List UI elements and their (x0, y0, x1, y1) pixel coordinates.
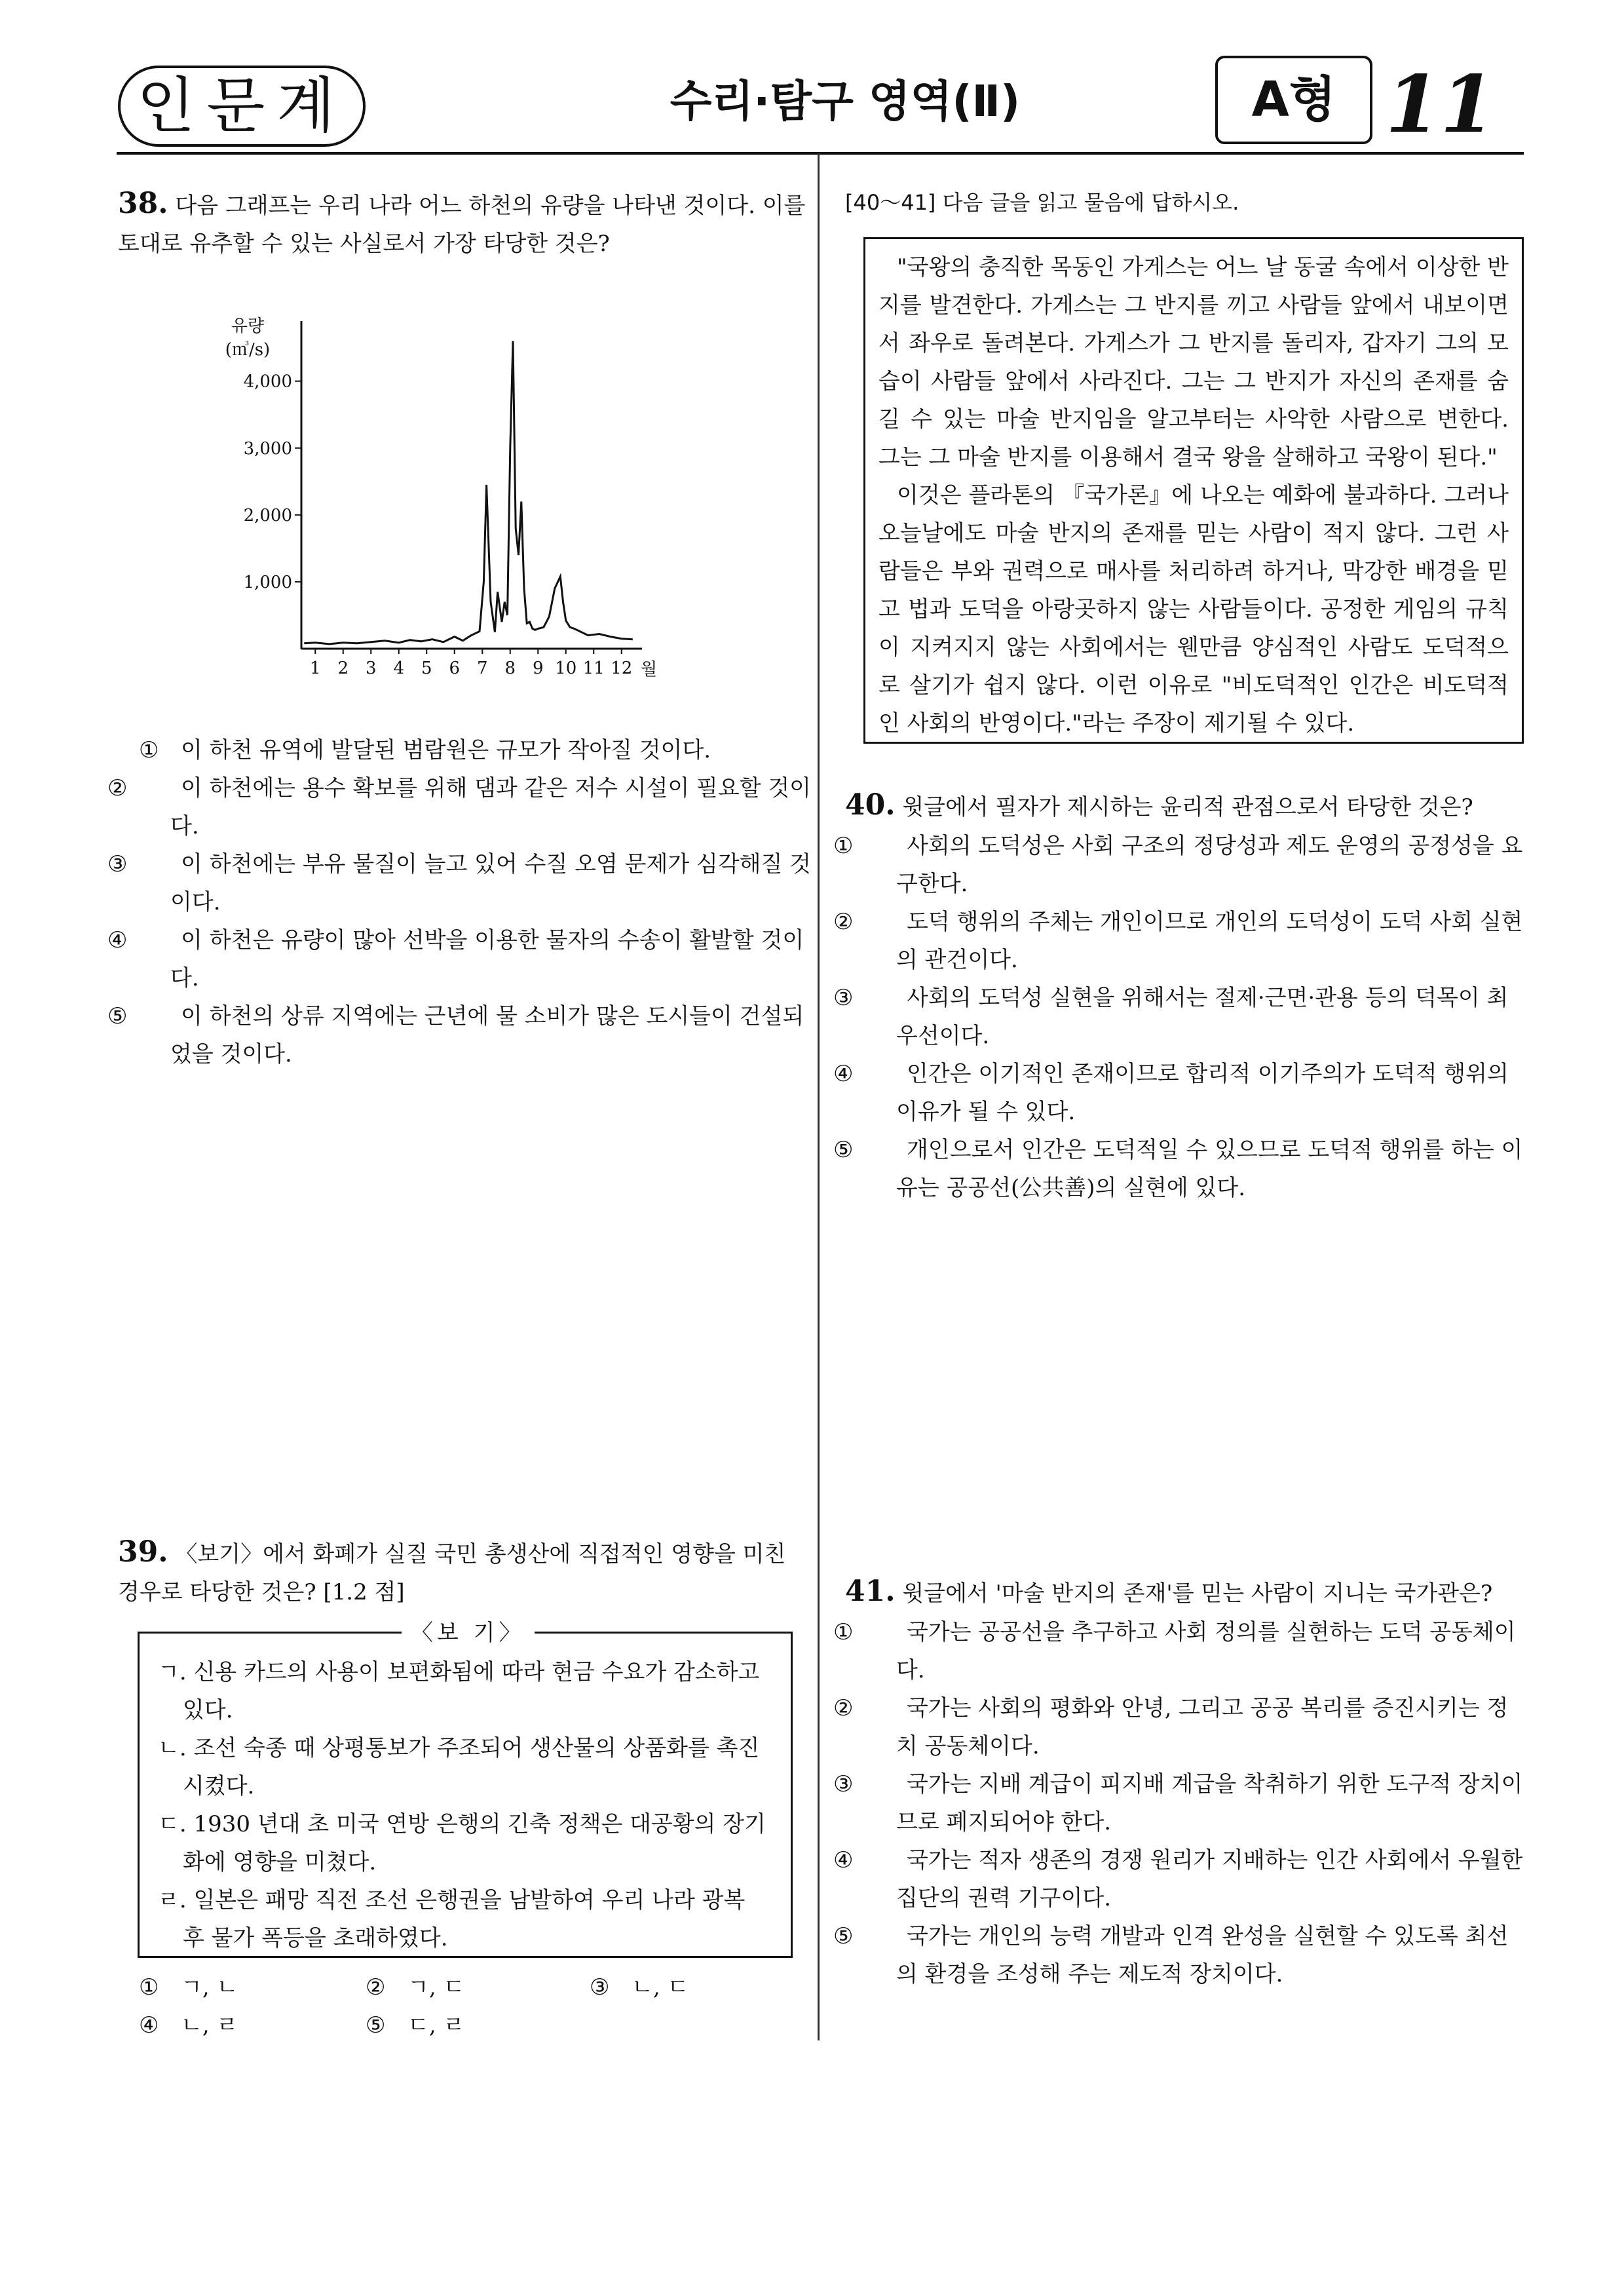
q38-number: 38. (118, 187, 168, 220)
bogi-item-4: ㄹ. 일본은 패망 직전 조선 은행권을 남발하여 우리 나라 광복 후 물가 폭등을 초래하였다. (158, 1887, 746, 1951)
x-tick-label: 5 (421, 659, 432, 678)
section-title: 수리·탐구 영역(Ⅱ) (670, 76, 1021, 126)
option-text: 이 하천에는 부유 물질이 늘고 있어 수질 오염 문제가 심각해질 것이다. (170, 851, 812, 915)
option-mark: ④ (139, 2012, 159, 2038)
chart-x-label: 월 (641, 660, 658, 679)
passage-paragraph-1: "국왕의 충직한 목동인 가게스는 어느 날 동굴 속에서 이상한 반지를 발견한다. 가게스는 그 반지를 끼고 사람들 앞에서 내보이면서 좌우로 돌려본다. 가게스가 그 반지를 돌리자, 갑자기 그의 모습이 사람들 앞에서 사라진다. 그는 그 반지가 자신의 존재를 숨길 수 있는 마술 반지임을 알고부터는 사악한 사람으로 변한다. 그는 그 마술 반지를 이용해서 결국 왕을 살해하고 국왕이 된다." (878, 254, 1509, 470)
option-mark: ③ (833, 1771, 854, 1797)
option-text: 국가는 개인의 능력 개발과 인격 완성을 실현할 수 있도록 최선의 환경을 조성해 주는 제도적 장치이다. (896, 1923, 1509, 1987)
option-text: ㄱ, ㄴ (181, 1974, 238, 2000)
option-text: ㄴ, ㄷ (632, 1974, 689, 2000)
option-text: ㄱ, ㄷ (407, 1974, 465, 2000)
q39-answer-2[interactable] (366, 1968, 464, 2006)
q39-answer-4[interactable] (139, 2006, 238, 2044)
option-mark: ⑤ (107, 1003, 128, 1029)
bogi-item-1: ㄱ. 신용 카드의 사용이 보편화됨에 따라 현금 수요가 감소하고 있다. (158, 1659, 760, 1723)
option-text: 개인으로서 인간은 도덕적일 수 있으므로 도덕적 행위를 하는 이유는 공공선(公共善)의 실현에 있다. (896, 1137, 1523, 1201)
x-tick-label: 6 (449, 659, 461, 678)
bogi-item-2: ㄴ. 조선 숙종 때 상평통보가 주조되어 생산물의 상품화를 촉진시켰다. (158, 1735, 760, 1799)
passage-instruction: [40～41] 다음 글을 읽고 물음에 답하시오. (845, 190, 1239, 215)
option-mark: ① (833, 1619, 854, 1645)
chart-y-label: 유량 (231, 316, 265, 336)
option-mark: ⑤ (833, 1923, 854, 1949)
option-text: 사회의 도덕성 실현을 위해서는 절제·근면·관용 등의 덕목이 최우선이다. (896, 985, 1509, 1049)
q41-option-1[interactable] (833, 1613, 1526, 1689)
chart-axes (301, 321, 642, 649)
option-text: 국가는 지배 계급이 피지배 계급을 착취하기 위한 도구적 장치이므로 폐지되어야 한다. (896, 1771, 1523, 1835)
q38-stem-text: 다음 그래프는 우리 나라 어느 하천의 유량을 나타낸 것이다. 이를 토대로 유추할 수 있는 사실로서 가장 타당한 것은? (118, 193, 806, 257)
q39-answer-5[interactable] (366, 2006, 464, 2044)
option-mark: ③ (590, 1974, 610, 2000)
q41-option-3[interactable] (833, 1765, 1526, 1841)
q40-stem-text: 윗글에서 필자가 제시하는 윤리적 관점으로서 타당한 것은? (902, 794, 1473, 820)
y-tick-label: 1,000 (243, 572, 292, 592)
x-tick-label: 1 (309, 659, 321, 678)
q40-option-5[interactable] (833, 1131, 1526, 1207)
q40-option-4[interactable] (833, 1055, 1526, 1131)
chart-y-ticks (244, 372, 301, 592)
option-text: 국가는 사회의 평화와 안녕, 그리고 공공 복리를 증진시키는 정치 공동체이다. (896, 1695, 1509, 1759)
chart-x-ticks (310, 649, 632, 678)
option-mark: ③ (833, 985, 854, 1011)
option-text: 이 하천은 유량이 많아 선박을 이용한 물자의 수송이 활발할 것이다. (170, 927, 804, 991)
q40-option-3[interactable] (833, 979, 1526, 1055)
header-rule (117, 152, 1524, 155)
page-number: 11 (1386, 58, 1495, 151)
q38-option-3[interactable] (107, 845, 814, 921)
y-tick-label: 3,000 (243, 438, 292, 459)
passage-paragraph-2: 이것은 플라톤의 『국가론』에 나오는 예화에 불과하다. 그러나 오늘날에도 마술 반지의 존재를 믿는 사람이 적지 않다. 그런 사람들은 부와 권력으로 매사를 처리하려 하거나, 막강한 배경을 믿고 법과 도덕을 아랑곳하지 않는 사람들이다. 공정한 게임의 규칙이 지켜지지 않는 사회에서는 웬만큼 양심적인 사람도 도덕적으로 살기가 쉽지 않다. 이런 이유로 "비도덕적인 인간은 비도덕적인 사회의 반영이다."라는 주장이 제기될 수 있다. (878, 482, 1509, 737)
q41-stem (845, 1573, 1526, 1613)
chart-series-flow (304, 341, 633, 644)
q41-option-2[interactable] (833, 1689, 1526, 1765)
option-text: 인간은 이기적인 존재이므로 합리적 이기주의가 도덕적 행위의 이유가 될 수 있다. (896, 1061, 1509, 1125)
option-mark: ① (139, 737, 159, 763)
option-mark: ① (139, 1974, 159, 2000)
q39-stem (118, 1533, 806, 1611)
q40-number: 40. (845, 788, 896, 822)
option-text: ㄷ, ㄹ (407, 2012, 465, 2038)
x-tick-label: 7 (476, 659, 488, 678)
option-mark: ② (833, 1695, 854, 1721)
option-mark: ⑤ (833, 1137, 854, 1163)
option-text: 국가는 공공선을 추구하고 사회 정의를 실현하는 도덕 공동체이다. (896, 1619, 1516, 1683)
x-tick-label: 4 (393, 659, 405, 678)
option-text: 이 하천에는 용수 확보를 위해 댐과 같은 저수 시설이 필요할 것이다. (170, 775, 812, 839)
option-mark: ① (833, 833, 854, 859)
q38-stem (118, 185, 806, 263)
q39-stem-text: 〈보기〉에서 화폐가 실질 국민 총생산에 직접적인 영향을 미친 경우로 타당한 것은? [1.2 점] (118, 1541, 786, 1605)
x-tick-label: 2 (337, 659, 349, 678)
q39-answer-3[interactable] (590, 1968, 689, 2006)
q41-stem-text: 윗글에서 '마술 반지의 존재'를 믿는 사람이 지니는 국가관은? (902, 1580, 1493, 1607)
q39-number: 39. (118, 1535, 168, 1569)
x-tick-label: 11 (582, 659, 605, 678)
q41-number: 41. (845, 1575, 896, 1608)
q41-option-5[interactable] (833, 1917, 1526, 1993)
option-mark: ③ (107, 851, 128, 877)
option-mark: ② (833, 909, 854, 935)
y-tick-label: 2,000 (243, 505, 292, 526)
y-tick-label: 4,000 (243, 372, 292, 392)
x-tick-label: 9 (532, 659, 544, 678)
q40-stem (845, 786, 1526, 826)
q39-answer-1[interactable] (139, 1968, 238, 2006)
bogi-item-3: ㄷ. 1930 년대 초 미국 연방 은행의 긴축 정책은 대공황의 장기화에 영향을 미쳤다. (158, 1811, 766, 1875)
x-tick-label: 8 (504, 659, 516, 678)
option-mark: ② (366, 1974, 386, 2000)
option-mark: ④ (833, 1061, 854, 1087)
q38-option-4[interactable] (107, 921, 814, 997)
q40-option-2[interactable] (833, 903, 1526, 979)
option-mark: ④ (107, 927, 128, 953)
column-divider (818, 153, 820, 2040)
option-text: 사회의 도덕성은 사회 구조의 정당성과 제도 운영의 공정성을 요구한다. (896, 833, 1523, 897)
river-flow-chart (216, 308, 662, 688)
x-tick-label: 3 (365, 659, 377, 678)
q40-option-1[interactable] (833, 827, 1526, 903)
passage-box (863, 237, 1524, 744)
option-mark: ⑤ (366, 2012, 386, 2038)
option-text: 국가는 적자 생존의 경쟁 원리가 지배하는 인간 사회에서 우월한 집단의 권력 기구이다. (896, 1847, 1523, 1911)
option-mark: ④ (833, 1847, 854, 1873)
q38-option-2[interactable] (107, 769, 814, 845)
option-mark: ② (107, 775, 128, 801)
x-tick-label: 12 (611, 659, 633, 678)
x-tick-label: 10 (555, 659, 577, 678)
exam-type-box: A형 (1215, 56, 1372, 144)
chart-y-unit: (㎥/s) (225, 340, 271, 360)
bogi-box (138, 1620, 793, 1958)
option-text: 이 하천의 상류 지역에는 근년에 물 소비가 많은 도시들이 건설되었을 것이다. (170, 1003, 804, 1067)
option-text: 이 하천 유역에 발달된 범람원은 규모가 작아질 것이다. (181, 737, 711, 763)
category-badge: 인문계 (118, 66, 366, 147)
bogi-title: 〈보 기〉 (402, 1618, 535, 1648)
option-text: 도덕 행위의 주체는 개인이므로 개인의 도덕성이 도덕 사회 실현의 관건이다. (896, 909, 1523, 973)
q38-option-1[interactable] (139, 731, 814, 769)
q41-option-4[interactable] (833, 1841, 1526, 1917)
option-text: ㄴ, ㄹ (181, 2012, 238, 2038)
q38-option-5[interactable] (107, 997, 814, 1073)
